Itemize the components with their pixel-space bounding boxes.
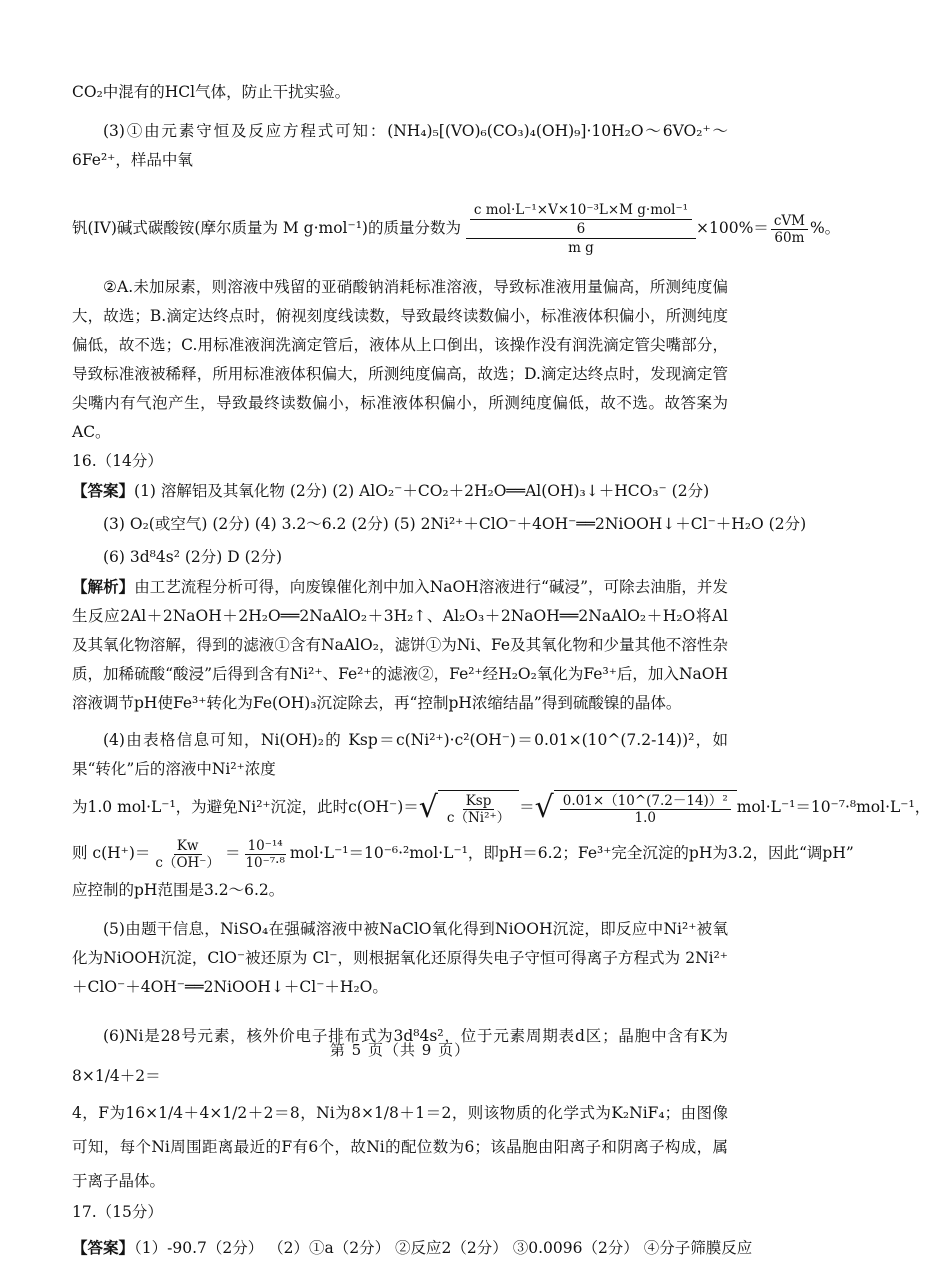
mass-fraction-formula <box>72 175 841 273</box>
analysis-16-part4-line2: 为1.0 mol·L⁻¹，为避免Ni²⁺沉淀，此时c(OH⁻)＝ √ $\frac{\text{Ksp}}{\text{c（Ni²⁺）}}$ ＝ √ $\frac{\text{0.01×（10\textasciicircum{}(7.2－14)）²}}{1.0}$ mol·L⁻¹＝10⁻⁷·⁸mol·L⁻¹， <box>72 790 930 826</box>
analysis-16-part4-line3: 则 c(H⁺)＝ $\frac{Kw}{c(OH^-)}$ ＝ $\frac{\text{10⁻¹⁴}}{\text{10⁻⁷·⁸}}$ mol·L⁻¹＝10⁻⁶·²mol·L⁻¹，即pH＝6.2；Fe³⁺完全沉淀的pH为3.2，因此“调pH” <box>72 837 854 871</box>
mass-fraction-prefix: 钒(IV)碱式碳酸铵(摩尔质量为 M g·mol⁻¹)的质量分数为 <box>72 219 461 237</box>
sqrt-ksp: √ $\frac{\text{Ksp}}{\text{c（Ni²⁺）}}$ <box>419 790 519 826</box>
analysis-16-part5: (5)由题干信息，NiSO₄在强碱溶液中被NaClO氧化得到NiOOH沉淀，即反应中Ni²⁺被氧化为NiOOH沉淀，ClO⁻被还原为 Cl⁻，则根据氧化还原得失电子守恒可得离子方程式为 2Ni²⁺＋ClO⁻＋4OH⁻══2NiOOH↓＋Cl⁻＋H₂O。 <box>72 920 728 996</box>
answer-16-line-3: (6) 3d⁸4s² (2分) D (2分) <box>103 548 283 566</box>
analysis-paragraph-2: ②A.未加尿素，则溶液中残留的亚硝酸钠消耗标准溶液，导致标准液用量偏高，所测纯度偏大，故选；B.滴定达终点时，俯视刻度线读数，导致最终读数偏小，标准液体积偏小，所测纯度偏低，故不选；C.用标准液润洗滴定管后，液体从上口倒出，该操作没有润洗滴定管尖嘴部分，导致标准液被稀释，所用标准液体积偏大，所测纯度偏高，故选；D.滴定达终点时，发现滴定管尖嘴内有气泡产生，导致最终读数偏小，标准液体积偏小，所测纯度偏低，故不选。故答案为AC。 <box>72 278 728 441</box>
formula-body: (NH₄)₅[(VO)₆(CO₃)₄(OH)₉]·10H₂O～6VO₂⁺～6Fe²⁺，样品中氧 <box>72 122 728 169</box>
answer-tag-17: 【答案】 <box>72 1238 135 1257</box>
analysis-tag: 【解析】 <box>72 577 135 596</box>
formula-prefix: (3)①由元素守恒及反应方程式可知： <box>103 122 388 140</box>
fraction-mid: 6 <box>576 221 586 237</box>
text-line-formula <box>72 117 728 175</box>
answer-tag: 【答案】 <box>72 481 135 500</box>
analysis-16-part6-line2: 4，F为16×1/4＋4×1/2＋2＝8，Ni为8×1/8＋1＝2，则该物质的化学式为K₂NiF₄；由图像可知，每个Ni周围距离最近的F有6个，故Ni的配位数为6；该晶胞由阳离子和阴离子构成，属于离子晶体。 <box>72 1104 728 1190</box>
mass-fraction-fraction <box>466 201 696 257</box>
question-16-title: 16.（14分） <box>72 452 163 470</box>
answer-16-line-1: 【答案】(1) 溶解铝及其氧化物 (2分) (2) AlO₂⁻＋CO₂＋2H₂O══Al(OH)₃↓＋HCO₃⁻ (2分) <box>72 481 710 500</box>
question-17-title: 17.（15分） <box>72 1203 163 1221</box>
mass-fraction-end: %。 <box>809 219 841 237</box>
page-footer: 第 5 页（共 9 页） <box>329 1041 471 1059</box>
analysis-16-part4-line4: 应控制的pH范围是3.2～6.2。 <box>72 881 285 899</box>
fraction-top: c mol·L⁻¹×V×10⁻³L×M g·mol⁻¹ <box>470 201 692 220</box>
text-line-co2: CO₂中混有的HCl气体，防止干扰实验。 <box>72 83 351 101</box>
answer-17-line: 【答案】（1）-90.7（2分） （2）①a（2分） ②反应2（2分） ③0.0096（2分） ④分子筛膜反应 <box>72 1238 753 1257</box>
sqrt-value: √ $\frac{\text{0.01×（10\textasciicircum{}(7.2－14)）²}}{1.0}$ <box>535 790 737 826</box>
analysis-16-part6-line1: (6)Ni是28号元素，核外价电子排布式为3d⁸4s²，位于元素周期表d区；晶胞中含有K为8×1/4＋2＝ <box>72 1027 728 1085</box>
result-fraction: $\frac{\text{cVM}}{60m}$ <box>771 213 808 246</box>
analysis-16-paragraph: 【解析】由工艺流程分析可得，向废镍催化剂中加入NaOH溶液进行“碱浸”，可除去油脂，并发生反应2Al＋2NaOH＋2H₂O══2NaAlO₂＋3H₂↑、Al₂O₃＋2NaOH══2NaAlO₂＋H₂O将Al及其氧化物溶解，得到的滤液①含有NaAlO₂，滤饼①为Ni、Fe及其氧化物和少量其他不溶性杂质，加稀硫酸“酸浸”后得到含有Ni²⁺、Fe²⁺的滤液②，Fe²⁺经H₂O₂氧化为Fe³⁺后，加入NaOH溶液调节pH使Fe³⁺转化为Fe(OH)₃沉淀除去，再“控制pH浓缩结晶”得到硫酸镍的晶体。 <box>72 577 728 712</box>
fraction-bottom: m g <box>568 240 594 256</box>
mass-fraction-times: ×100%＝ <box>696 219 769 237</box>
answer-16-line-2: (3) O₂(或空气) (2分) (4) 3.2～6.2 (2分) (5) 2Ni²⁺＋ClO⁻＋4OH⁻══2NiOOH↓＋Cl⁻＋H₂O (2分) <box>103 515 807 533</box>
analysis-16-part4-line1: (4)由表格信息可知，Ni(OH)₂的 Ksp＝c(Ni²⁺)·c²(OH⁻)＝0.01×(10^(7.2-14))²，如果“转化”后的溶液中Ni²⁺浓度 <box>72 731 728 778</box>
